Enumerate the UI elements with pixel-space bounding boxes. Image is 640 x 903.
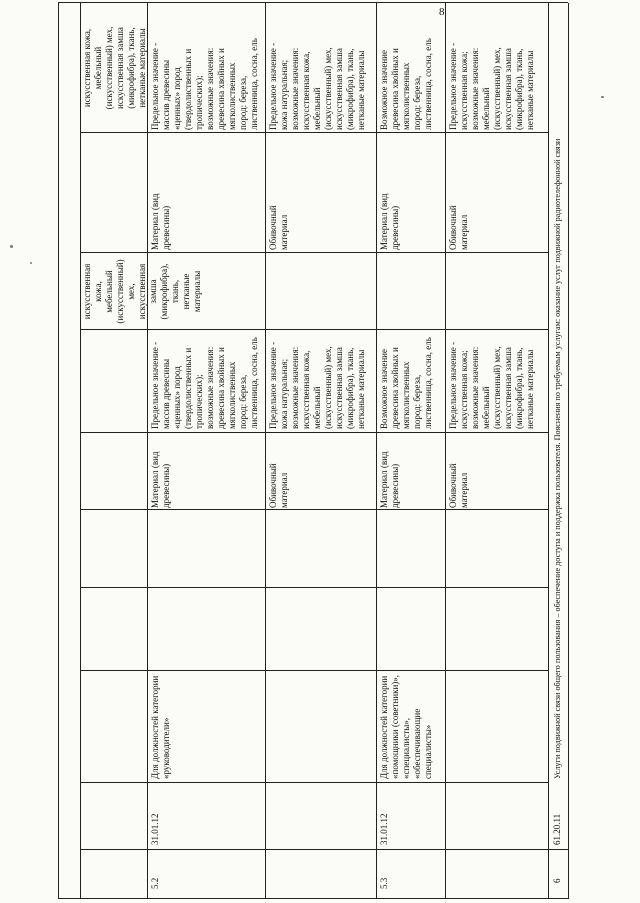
row-5-3-name: Для должностей категории «помощники (советники)», «специалисты», «обеспечивающие специалисты» [379,674,433,779]
row-5-2-attr-upholstery: Обивочный материал [268,463,289,508]
prev-row-cell-7: искусственная кожа, мебельный (искусственный) мех, искусственная замша (микрофибра), ткань, нетканые материалы [82,26,147,110]
row-6-num: 6 [552,878,562,883]
row-5-2-value-upholstery: Предельное значение - кожа натуральная; возможные значения: искусственная кожа, мебельный (искусственный) мех, искусственная замша (микрофибра), ткань, нетканые материалы [268,341,366,429]
row-5-3-value-wood-2: Возможное значение древесина хвойных и мягколиственных пород: береза, лиственница, сосна, ель [379,38,433,130]
row-5-3-attr-upholstery: Обивочный материал [448,463,469,508]
row-5-3-attr-wood: Материал (вид древесины) [379,451,400,508]
row-5-3-code: 31.01.12 [379,813,389,845]
row-5-2-attr-wood-2: Материал (вид древесины) [150,193,171,250]
row-5-2-value-wood-2: Предельное значение - массив древесины «ценных» пород (твердолиственных и тропических); возможные значения: древесина хвойных и мягколиственных пород: береза, лиственница, сосна, ель [150,38,259,130]
row-5-3-num: 5.3 [379,877,389,889]
row-5-2-num: 5.2 [150,877,160,889]
row-5-3-attr-wood-2: Материал (вид древесины) [379,193,400,250]
row-5-3-value-upholstery-2: Предельное значение - искусственная кожа; возможные значения: мебельный (искусственный) мех, искусственная замша (микрофибра), ткань, нетканые материалы [448,42,535,130]
row-6-description: Услуги подвижной связи общего пользования – обеспечение доступа и поддержка пользователя. Пояснения по требуемым услугам: оказание услуг подвижной радиотелефонной связи [553,138,562,779]
row-5-3-value-wood: Возможное значение древесина хвойных и мягколиственных пород: береза, лиственница, сосна, ель [379,337,433,429]
prev-row-cell-5: искусственная кожа, мебельный (искусственный) мех, искусственная замша (микрофибра), ткань, нетканые материалы [82,259,202,324]
row-5-2-value-wood: Предельное значение - массив древесины «ценных» пород (твердолиственных и тропических); возможные значения: древесина хвойных и мягколиственных пород: береза, лиственница, сосна, ель [150,337,259,429]
row-5-3-value-upholstery: Предельное значение - искусственная кожа; возможные значения: мебельный (искусственный) мех, искусственная замша (микрофибра), ткань, нетканые материалы [448,341,535,429]
row-5-2-code: 31.01.12 [150,813,160,845]
row-5-3-attr-upholstery-2: Обивочный материал [448,205,469,250]
row-5-2-name: Для должностей категории «руководители» [150,675,171,779]
row-5-2-value-upholstery-2: Предельное значение - кожа натуральная; возможные значения: искусственная кожа, мебельный (искусственный) мех, искусственная замша (микрофибра), ткань, нетканые материалы [268,42,366,130]
row-5-2-attr-wood: Материал (вид древесины) [150,451,171,508]
page-number: 8 [439,6,445,18]
row-6-code: 61.20.11 [552,813,562,845]
row-5-2-attr-upholstery-2: Обивочный материал [268,205,289,250]
